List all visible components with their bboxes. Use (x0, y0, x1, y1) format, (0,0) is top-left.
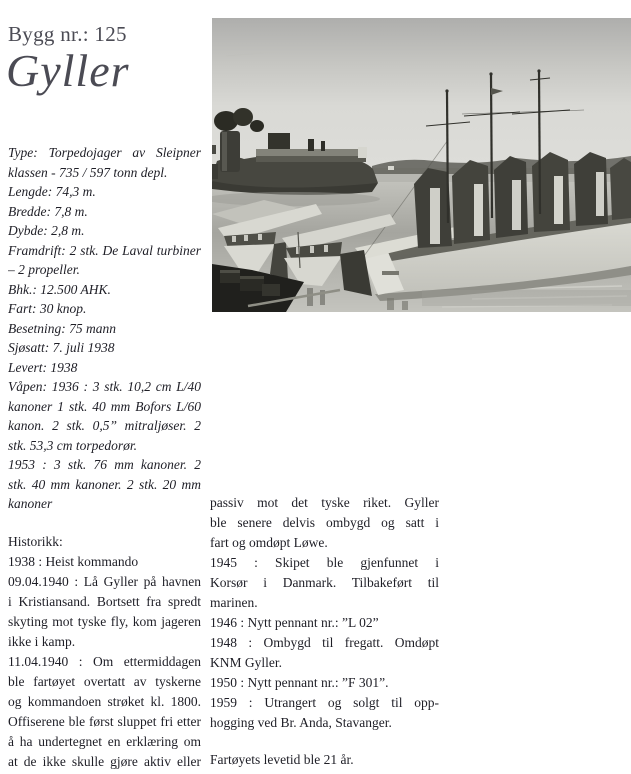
text-line: klassen - 735 / 597 tonn depl. (8, 164, 168, 180)
text-line: Lengde: 74,3 m. (8, 184, 96, 199)
text-line: ikke i kamp. (8, 634, 76, 649)
text-line: Korsør i Danmark. Tilbakeført til (210, 575, 439, 590)
history-right-column (210, 493, 439, 770)
text-line: Besetning: 75 mann (8, 320, 116, 336)
lifespan-note: Fartøyets levetid ble 21 år. (210, 752, 354, 767)
text-line: 1945 : Skipet ble gjenfunnet i (210, 555, 439, 570)
build-number: Bygg nr.: 125 (8, 22, 127, 46)
text-line: 09.04.1940 : Lå Gyller på havnen (8, 574, 201, 589)
text-line: Våpen: 1936 : 3 stk. 10,2 cm L/40 (8, 379, 201, 394)
text-line: i Kristiansand. Bortsett fra spredt (8, 594, 201, 609)
text-line: 1938 : Heist kommando (8, 554, 139, 569)
text-line: fart og omdøpt Løwe. (210, 535, 328, 550)
ship-name-title: Gyller (6, 45, 130, 96)
text-line: ble senere delvis ombygd og satt i (210, 515, 439, 530)
text-line: – 2 propeller. (8, 262, 80, 277)
text-line: Bhk.: 12.500 AHK. (8, 281, 111, 297)
text-line: hogging ved Br. Anda, Stavanger. (210, 715, 392, 730)
text-line: marinen. (210, 595, 258, 610)
text-line: kanon. 2 stk. 0,5” mitraljøser. 2 (8, 418, 201, 433)
text-line: Framdrift: 2 stk. De Laval turbiner (8, 242, 201, 258)
text-line: 1959 : Utrangert og solgt til opp- (210, 695, 439, 710)
text-line: Bredde: 7,8 m. (8, 203, 88, 219)
text-line: kanoner 1 stk. 40 mm Bofors L/60 (8, 398, 201, 414)
text-line: Fart: 30 knop. (8, 301, 87, 316)
text-line: Levert: 1938 (8, 359, 78, 375)
history-left-column (8, 532, 201, 772)
text-line: stk. 40 mm kanoner. 2 stk. 20 mm (8, 476, 201, 492)
text-line: 11.04.1940 : Om ettermiddagen (8, 654, 201, 669)
text-line: kanoner (8, 496, 53, 511)
text-line: 1948 : Ombygd til fregatt. Omdøpt (210, 635, 439, 650)
text-line: Offiserene ble først sluppet fri etter (8, 714, 201, 729)
section-heading: Historikk: (8, 534, 63, 549)
text-line: Dybde: 2,8 m. (8, 223, 85, 238)
text-line: at de ikke skulle gjøre aktiv eller (8, 754, 201, 769)
specs-block (8, 143, 201, 514)
ship-photo (212, 18, 631, 312)
text-line: Sjøsatt: 7. juli 1938 (8, 340, 115, 355)
text-line: passiv mot det tyske riket. Gyller (210, 495, 439, 510)
text-line: 1946 : Nytt pennant nr.: ”L 02” (210, 615, 379, 630)
text-line: og kommandoen strøket kl. 1800. (8, 694, 201, 709)
text-line: å ha undertegnet en erklæring om (8, 734, 201, 749)
text-line: skyting mot tyske fly, kom jageren (8, 614, 201, 629)
text-line: KNM Gyller. (210, 655, 282, 670)
text-line: stk. 53,3 cm torpedorør. (8, 437, 137, 453)
text-line: ble fartøyet overtatt av tyskerne (8, 674, 201, 689)
text-line: 1953 : 3 stk. 76 mm kanoner. 2 (8, 457, 201, 472)
text-line: 1950 : Nytt pennant nr.: ”F 301”. (210, 675, 389, 690)
text-line: Type: Torpedojager av Sleipner (8, 145, 201, 160)
